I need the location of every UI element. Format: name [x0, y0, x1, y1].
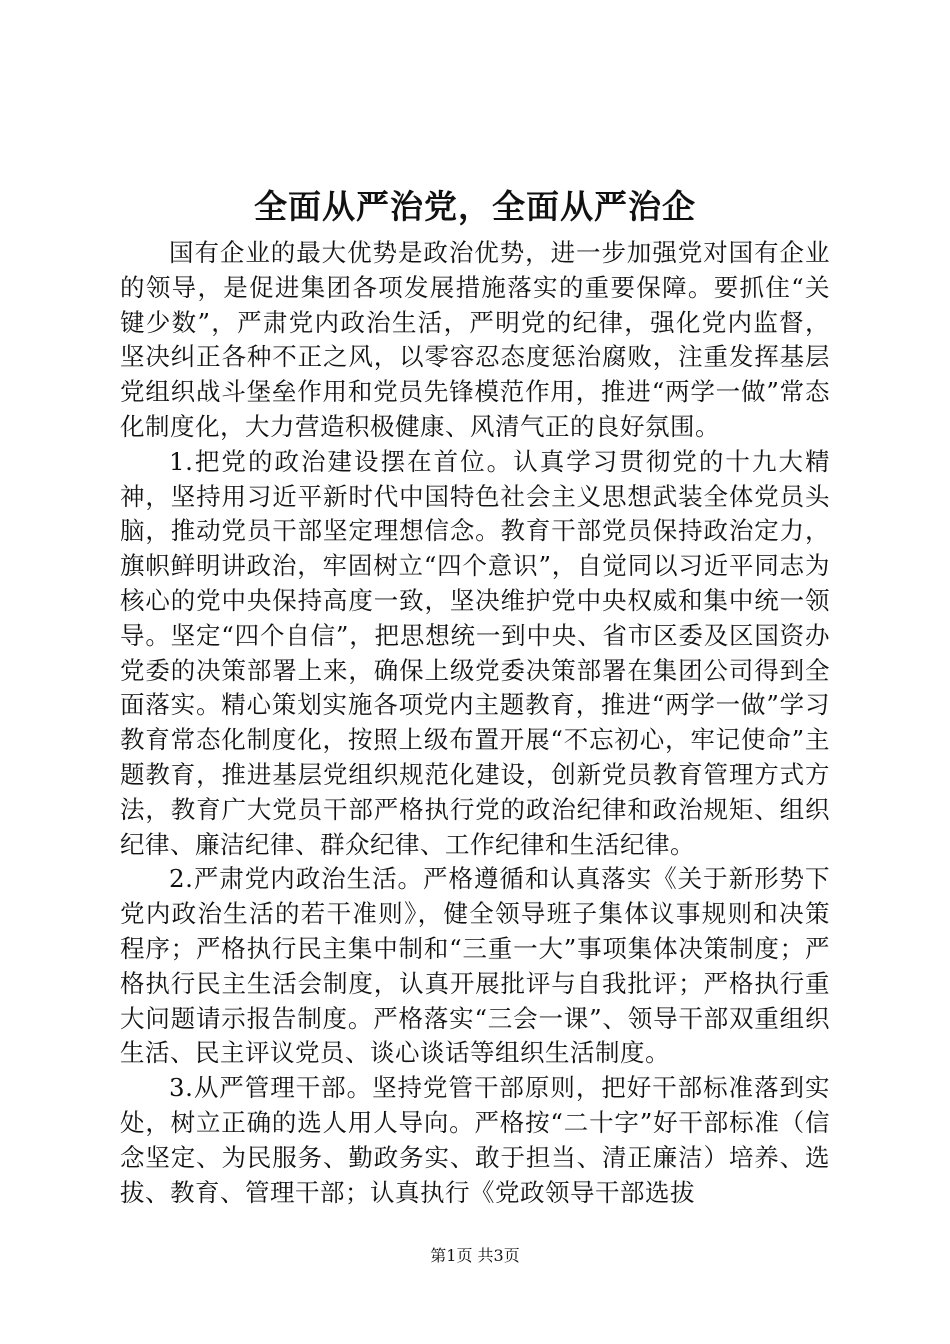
page-number-footer: 第1页 共3页	[430, 1246, 520, 1265]
document-title: 全面从严治党，全面从严治企	[254, 187, 696, 226]
paragraph-2-party-political-life: 2.严肃党内政治生活。严格遵循和认真落实《关于新形势下党内政治生活的若干准则》，健全领导班子集体议事规则和决策程序；严格执行民主集中制和“三重一大”事项集体决策制度；严格执行民主生活会制度，认真开展批评与自我批评；严格执行重大问题请示报告制度。严格落实“三会一课”、领导干部双重组织生活、民主评议党员、谈心谈话等组织生活制度。	[120, 864, 830, 1068]
document-body	[120, 236, 830, 1210]
paragraph-3-cadre-management: 3.从严管理干部。坚持党管干部原则，把好干部标准落到实处，树立正确的选人用人导向。严格按“二十字”好干部标准（信念坚定、为民服务、勤政务实、敢于担当、清正廉洁）培养、选拔、教育、管理干部；认真执行《党政领导干部选拔	[120, 1073, 830, 1207]
paragraph-1-political-construction: 1.把党的政治建设摆在首位。认真学习贯彻党的十九大精神，坚持用习近平新时代中国特色社会主义思想武装全体党员头脑，推动党员干部坚定理想信念。教育干部党员保持政治定力，旗帜鲜明讲政治，牢固树立“四个意识”，自觉同以习近平同志为核心的党中央保持高度一致，坚决维护党中央权威和集中统一领导。坚定“四个自信”，把思想统一到中央、省市区委及区国资办党委的决策部署上来，确保上级党委决策部署在集团公司得到全面落实。精心策划实施各项党内主题教育，推进“两学一做”学习教育常态化制度化，按照上级布置开展“不忘初心，牢记使命”主题教育，推进基层党组织规范化建设，创新党员教育管理方式方法，教育广大党员干部严格执行党的政治纪律和政治规矩、组织纪律、廉洁纪律、群众纪律、工作纪律和生活纪律。	[120, 446, 830, 859]
paragraph-intro: 国有企业的最大优势是政治优势，进一步加强党对国有企业的领导，是促进集团各项发展措施落实的重要保障。要抓住“关键少数”，严肃党内政治生活，严明党的纪律，强化党内监督，坚决纠正各种不正之风，以零容忍态度惩治腐败，注重发挥基层党组织战斗堡垒作用和党员先锋模范作用，推进“两学一做”常态化制度化，大力营造积极健康、风清气正的良好氛围。	[120, 238, 830, 441]
